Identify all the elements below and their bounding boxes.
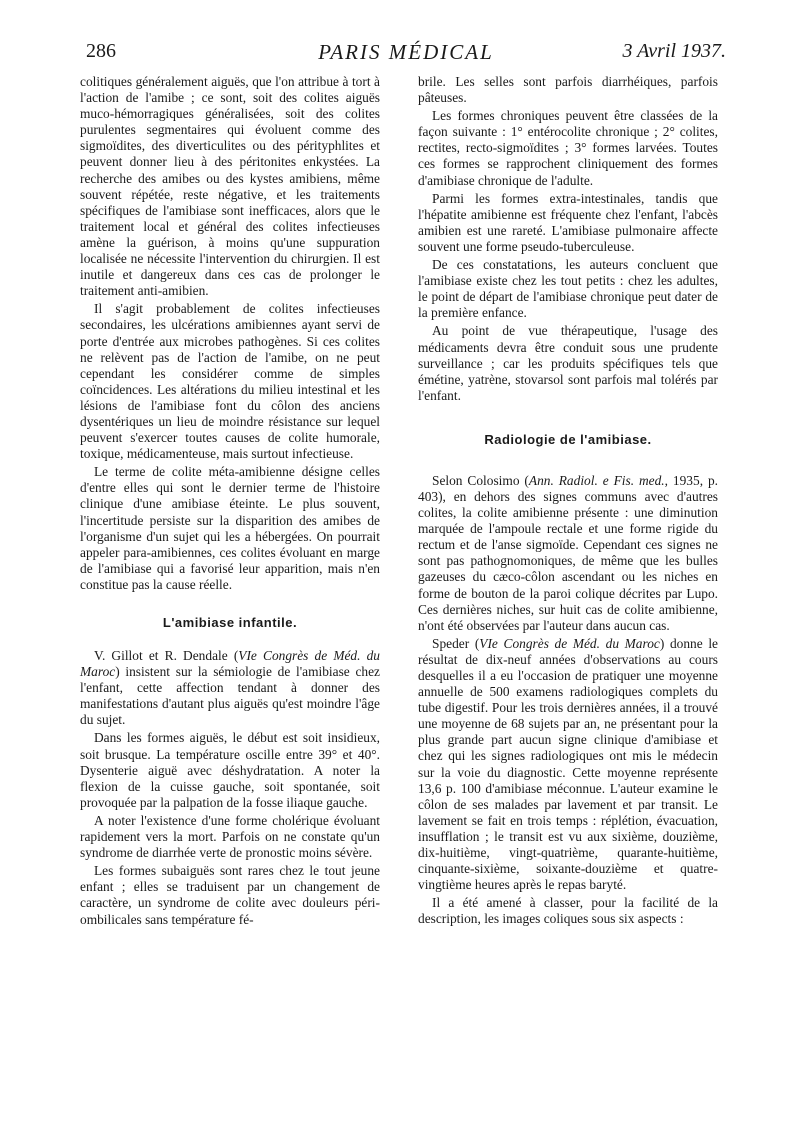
right-column xyxy=(418,74,718,928)
paragraph-lead: Speder ( xyxy=(432,635,480,651)
paragraph-reference: Ann. Radiol. e Fis. med. xyxy=(528,472,665,488)
paragraph-lead: Selon Colosimo ( xyxy=(432,472,529,488)
section-title-amibiase-infantile: L'amibiase infantile. xyxy=(162,615,298,630)
paragraph: Les formes subaiguës sont rares chez le tout jeune enfant ; elles se traduisent par un changement de caractère, un syndrome de colite avec douleurs péri-ombilicales sans température fé- xyxy=(80,863,380,927)
issue-date: 3 Avril 1937. xyxy=(622,40,726,62)
paragraph: Dans les formes aiguës, le début est soit insidieux, soit brusque. La température oscille entre 39° et 40°. Dysenterie aiguë avec déshydratation. A noter la flexion de la cuisse gauche, soit spontanée, soit provoquée par la palpation de la fosse iliaque gauche. xyxy=(80,730,380,810)
paragraph: Le terme de colite méta-amibienne désigne celles d'entre elles qui sont le dernier terme de l'histoire clinique d'une amibiase éteinte. Le plus souvent, l'incertitude persiste sur la disparition des amibes de l'organisme d'un sujet qui les a hébergées. On pourrait appeler para-amibiennes, ces colites évoluant en marge de l'amibiase qui a favorisé leur apparition, mais n'en constitue pas la cause réelle. xyxy=(80,464,380,592)
paragraph-authors: V. Gillot et R. Dendale ( xyxy=(94,648,239,663)
paragraph: Parmi les formes extra-intestinales, tandis que l'hépatite amibienne est fréquente chez l'enfant, l'abcès amibien est une rareté. L'amibiase pulmonaire affecte souvent une forme pseudo-tuberculeuse. xyxy=(418,190,718,254)
journal-title: PARIS MÉDICAL xyxy=(318,40,494,64)
section-title-radiologie: Radiologie de l'amibiase. xyxy=(484,431,652,447)
paragraph: brile. Les selles sont parfois diarrhéiques, parfois pâteuses. xyxy=(418,74,718,106)
left-column xyxy=(80,74,380,928)
paragraph: colitiques généralement aiguës, que l'on attribue à tort à l'action de l'amibe ; ce sont, soit des colites aiguës muco-hémorragiques généralisées, soit des colites purulentes segmentaires qui évoluent comme des sigmoïdites, des diverticulites ou des pérityphlites et peuvent donner lieu à des péritonites enkystées. La recherche des amibes ou des kystes amibiens, même souvent répétée, reste négative, et les traitements spécifiques de l'amibiase sont inefficaces, alors que le traitement local et général des colites infectieuses amène la guérison, à moins qu'une suppuration localisée ne nécessite l'intervention du chirurgien. Il est inutile et dangereux dans ces cas de prolonger le traitement anti-amibien. xyxy=(80,74,380,299)
paragraph xyxy=(418,473,718,634)
paragraph-text: , 1935, p. 403), en dehors des signes communs avec d'autres colites, la colite amibienne présente : une diminution marquée de l'ampoule rectale et une forme rigide du rectum et de l'anse sigmoïde. Cependant ces signes ne sont pas pathognomoniques, de même que les bulles gazeuses du cæco-côlon ascendant ou les niches en forme de bouton de la paroi colique décrites par Lupo. Ces dernières niches, sur huit cas de colite amibienne, n'ont été observées par l'auteur dans aucun cas. xyxy=(418,472,719,633)
paragraph-reference: VIe Congrès de Méd. du Maroc xyxy=(80,648,380,680)
paragraph xyxy=(418,636,718,894)
paragraph: Il a été amené à classer, pour la facilité de la description, les images coliques sous six aspects : xyxy=(418,895,718,927)
paragraph: Il s'agit probablement de colites infectieuses secondaires, les ulcérations amibiennes ayant servi de porte d'entrée aux microbes pathogènes. Si ces colites ne relèvent pas de l'action de l'amibe, on ne peut cependant les considérer comme de simples coïncidences. Les altérations du milieu intestinal et les lésions de l'amibiase font du côlon des anciens dysentériques un lieu de moindre résistance sur lequel peuvent s'exercer toutes causes de colite humorale, toxique, médicamenteuse, mais surtout infectieuse. xyxy=(80,301,380,462)
paragraph: De ces constatations, les auteurs concluent que l'amibiase existe chez les tout petits : chez les adultes, le point de départ de l'amibiase chronique peut dater de la première enfance. xyxy=(418,257,718,321)
page-header xyxy=(86,40,726,70)
paragraph-text: ) donne le résultat de dix-neuf années d'observations au cours desquelles il a eu l'occasion de pratiquer une moyenne annuelle de 500 examens radiologiques complets du tube digestif. Pour les trois dernières années, il a trouvé une moyenne de 68 sujets par an, ne présentant pour la plus grande part aucun signe clinique d'amibiase et chez qui les signes radiologiques ont mis le médecin sur la voie du diagnostic. Cette moyenne représente 13,6 p. 100 d'amibiase méconnue. L'auteur examine le côlon de ses malades par lavement et par transit. Le lavement se fait en trois temps : réplétion, évacuation, insufflation ; le transit est vu aux sixième, douzième, dix-huitième, vingt-quatrième, quarante-huitième, cinquante-sixième, soixante-douzième et quatre-vingtième heures après le repas baryté. xyxy=(418,635,718,893)
paragraph xyxy=(80,648,380,728)
page-number: 286 xyxy=(86,40,116,62)
paragraph-text: ) insistent sur la sémiologie de l'amibiase chez l'enfant, cette affection tendant à donner des manifestations d'autant plus aiguës qu'est moindre l'âge du sujet. xyxy=(80,664,380,728)
paragraph: Au point de vue thérapeutique, l'usage des médicaments devra être conduit sous une prudente surveillance ; car les produits spécifiques tels que émétine, yatrène, stovarsol sont parfois mal tolérés par l'enfant. xyxy=(418,323,718,403)
paragraph-reference: VIe Congrès de Méd. du Maroc xyxy=(479,635,660,651)
paragraph: Les formes chroniques peuvent être classées de la façon suivante : 1° entérocolite chronique ; 2° colites, rectites, recto-sigmoïdites ; 3° formes larvées. Toutes ces formes se rapprochent cliniquement des formes d'amibiase chronique de l'adulte. xyxy=(418,108,718,188)
paragraph: A noter l'existence d'une forme cholérique évoluant rapidement vers la mort. Parfois on ne constate qu'un syndrome de diarrhée verte de pronostic moins sévère. xyxy=(80,812,380,861)
